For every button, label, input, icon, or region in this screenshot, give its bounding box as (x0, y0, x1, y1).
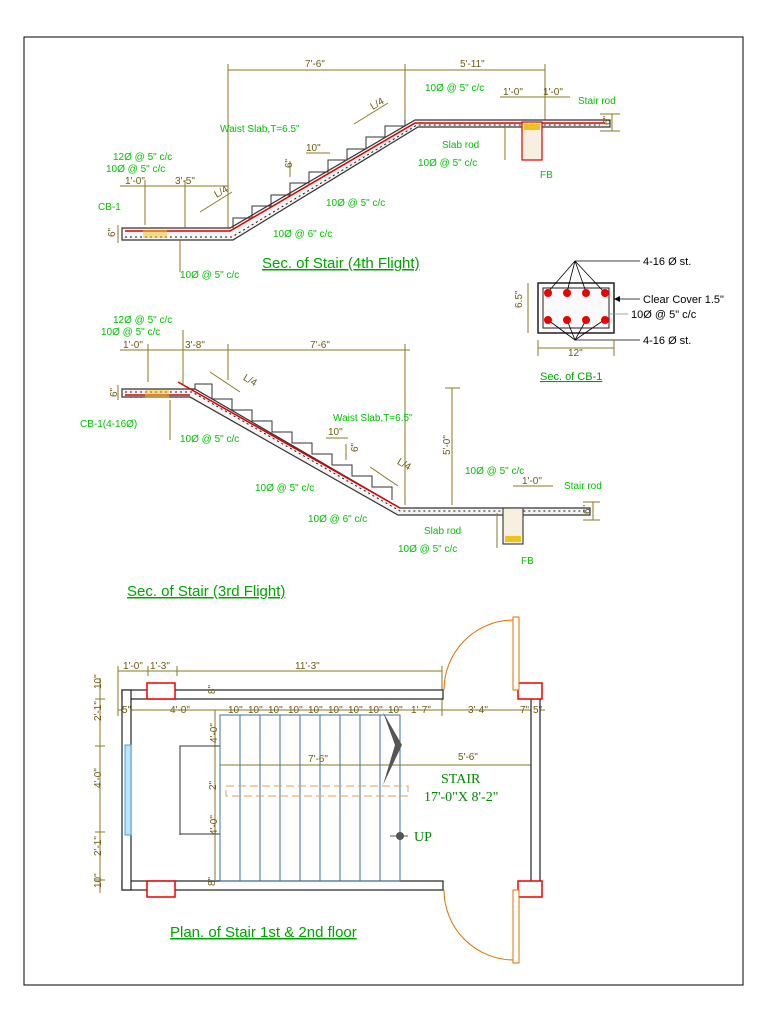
dim-plan-5-6: 5'-6" (458, 752, 478, 763)
dim-tread-8: 10" (368, 705, 383, 716)
column (518, 881, 542, 897)
dim-plan-1-0: 1'-0" (123, 661, 143, 672)
dim-tread-3: 10" (328, 427, 343, 438)
dim-width: 12" (568, 348, 583, 359)
dim-riser: 6" (284, 158, 295, 168)
dim-7-6: 7'-6" (305, 59, 325, 70)
dim-5-0: 5'-0" (442, 435, 453, 455)
dim-plan-4-0: 4'-0" (170, 705, 190, 716)
dim-v-2: 2" (208, 780, 219, 790)
dim-v-8b: 8" (207, 876, 218, 886)
section-title-3rd: Sec. of Stair (3rd Flight) (127, 583, 286, 600)
dim-v-2-1b: 2'-1" (93, 836, 104, 856)
dim-tread-3: 10" (268, 705, 283, 716)
dim-v-4-0a: 4'-0" (209, 723, 220, 743)
dim-v-4-0: 4'-0" (93, 768, 104, 788)
dim-7-6-3: 7'-6" (310, 340, 330, 351)
label-cb1: CB-1 (98, 202, 121, 213)
dim-depth: 6.5" (514, 290, 525, 308)
dim-tread-5: 10" (308, 705, 323, 716)
section-cb1 (514, 256, 724, 383)
label-fb-3: FB (521, 556, 534, 567)
section-4th-flight (98, 59, 620, 281)
dim-l4: L/4 (368, 96, 387, 113)
dim-1-0-b: 1'-0" (543, 87, 563, 98)
label-bar-10-3: 10Ø @ 5" c/c (101, 327, 161, 338)
dim-plan-3-4: 3'-4" (468, 705, 488, 716)
dim-1-0-3b: 1'-0" (522, 476, 542, 487)
dim-v-8: 8" (207, 684, 218, 694)
label-bar-6: 10Ø @ 6" c/c (273, 229, 333, 240)
label-bar-6-3: 10Ø @ 6" c/c (308, 514, 368, 525)
label-bar-12-3: 12Ø @ 5" c/c (113, 315, 173, 326)
label-bar-mid-3: 10Ø @ 5" c/c (255, 483, 315, 494)
label-bar-12: 12Ø @ 5" c/c (113, 152, 173, 163)
dim-tread-7: 10" (348, 705, 363, 716)
section-title-4th: Sec. of Stair (4th Flight) (262, 255, 420, 272)
dim-slab-left: 6" (107, 227, 118, 237)
dim-v-2-1: 2'-1" (93, 701, 104, 721)
plan-title: Plan. of Stair 1st & 2nd floor (170, 924, 357, 941)
label-stirrup: 10Ø @ 5" c/c (631, 309, 697, 321)
label-bar-mid: 10Ø @ 5" c/c (326, 198, 386, 209)
section-title-cb1: Sec. of CB-1 (540, 371, 603, 383)
dim-riser-3: 6" (350, 442, 361, 452)
dim-plan-1-3: 1'-3" (150, 661, 170, 672)
label-bar-slab: 10Ø @ 5" c/c (418, 158, 478, 169)
dim-v-10b: 10" (93, 873, 104, 888)
dim-1-0-c: 1'-0" (125, 176, 145, 187)
label-bottom-bars: 4-16 Ø st. (643, 335, 692, 347)
dim-tread-6: 10" (328, 705, 343, 716)
dim-slab-thickness: 6" (602, 115, 613, 125)
window (125, 745, 131, 835)
dim-plan-11-3: 11'-3" (295, 661, 320, 672)
dim-1-0-3: 1'-0" (123, 340, 143, 351)
label-stair-rod: Stair rod (578, 96, 616, 107)
dim-l4-3: L/4 (241, 372, 259, 390)
dim-plan-7-6: 7'-6" (308, 754, 328, 765)
label-bar-slab-3: 10Ø @ 5" c/c (398, 544, 458, 555)
dim-v-4-0b: 4'-0" (209, 815, 220, 835)
dim-tread-1: 10" (228, 705, 243, 716)
column (147, 683, 175, 699)
dim-3-5: 3'-5" (175, 176, 195, 187)
up-label: UP (414, 830, 432, 845)
stair-size: 17'-0"X 8'-2" (424, 790, 499, 805)
dim-l4-3b: L/4 (395, 456, 413, 474)
label-bar-top-3: 10Ø @ 5" c/c (465, 466, 525, 477)
stair-plan (93, 617, 545, 963)
dim-slab-right-3: 6" (582, 504, 593, 514)
label-fb: FB (540, 170, 553, 181)
dim-plan-7: 7" (520, 705, 530, 716)
label-bar-bot: 10Ø @ 5" c/c (180, 270, 240, 281)
dim-plan-5: 5" (122, 705, 132, 716)
dim-tread-2: 10" (248, 705, 263, 716)
label-waist-3: Waist Slab,T=6.5" (333, 413, 413, 424)
label-waist-slab: Waist Slab,T=6.5" (220, 124, 300, 135)
dim-1-0-a: 1'-0" (503, 87, 523, 98)
label-slab-rod-3: Slab rod (424, 526, 462, 537)
dim-5-11: 5'-11" (460, 59, 485, 70)
dim-3-8: 3'-8" (185, 340, 205, 351)
label-slab-rod: Slab rod (442, 140, 480, 151)
dim-plan-1-7: 1'-7" (411, 705, 431, 716)
label-stair-rod-3: Stair rod (564, 481, 602, 492)
stair-treads-plan (220, 715, 400, 881)
dim-tread-9: 10" (388, 705, 403, 716)
dim-l4-b: L/4 (212, 184, 231, 201)
label-bar-under: 10Ø @ 5" c/c (180, 434, 240, 445)
label-bar-10: 10Ø @ 5" c/c (106, 164, 166, 175)
dim-tread-4: 10" (288, 705, 303, 716)
label-clear-cover: Clear Cover 1.5" (643, 294, 724, 306)
label-cb1-3: CB-1(4-16Ø) (80, 419, 138, 430)
dim-plan-5b: 5" (533, 705, 543, 716)
dim-slab-left-3: 6" (109, 387, 120, 397)
dim-v-10: 10" (93, 674, 104, 689)
section-3rd-flight (80, 315, 602, 600)
label-bar-top: 10Ø @ 5" c/c (425, 83, 485, 94)
column (147, 881, 175, 897)
column (518, 683, 542, 699)
stair-label: STAIR (441, 772, 481, 787)
break-mark (383, 712, 402, 785)
label-top-bars: 4-16 Ø st. (643, 256, 692, 268)
dim-tread: 10" (306, 143, 321, 154)
